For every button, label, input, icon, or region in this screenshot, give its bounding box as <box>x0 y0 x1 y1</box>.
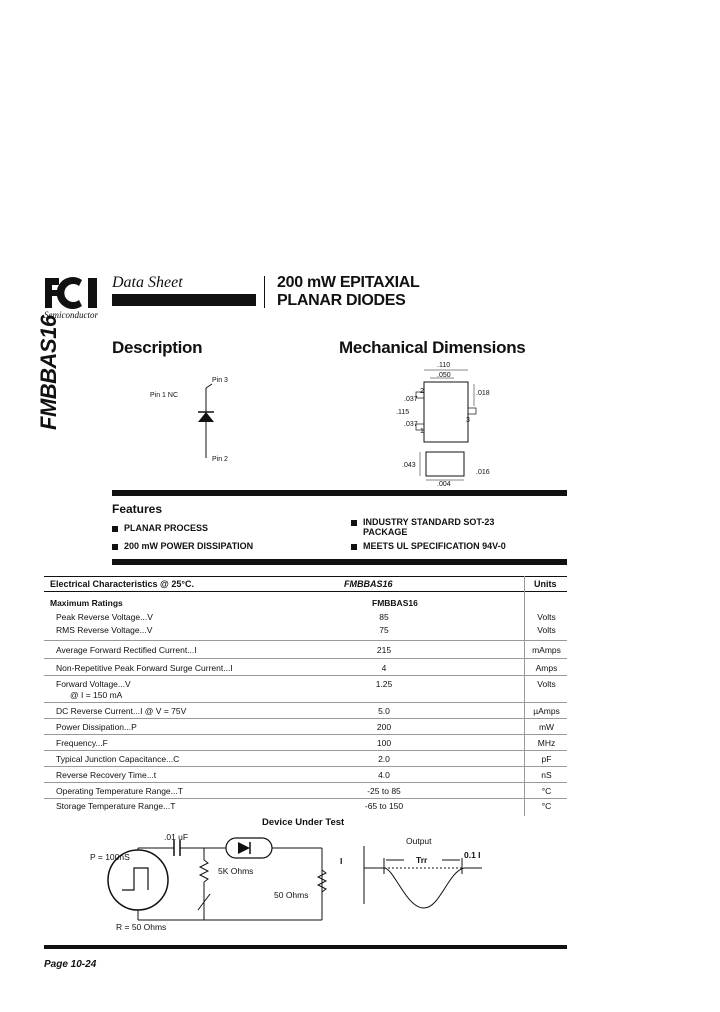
fci-logo <box>44 276 102 310</box>
bullet-icon <box>112 544 118 550</box>
resistor-5k-label: 5K Ohms <box>218 866 254 876</box>
output-label: Output <box>406 836 432 846</box>
electrical-table: Electrical Characteristics @ 25°C. FMBBAS16 Units Maximum Ratings FMBBAS16 Peak Reverse Voltage...V 85 Volts RMS Reverse Voltage...V 75 Volts Average Forward Rectified Current...I 215 mAmps Non-Repetitive Peak Forward Surge Current...I 4 Amps Forward Voltage...V 1.25 Volts @ I = 150 mA DC Reverse Current...I @ V = 75V 5.0 µAmps Power Dissipation...P 200 mW Frequency...F 100 MHz Typical Junction Capacitance...C 2.0 pF Reverse Recovery Time...t 4.0 nS Operating Temperature Range...T -25 to 85 °C Storage Temperature Range...T -65 to 150 °C <box>44 576 567 816</box>
pulse-width-label: P = 100nS <box>90 852 130 862</box>
dim-037a: .037 <box>404 396 418 403</box>
pin1-label: Pin 1 NC <box>150 392 179 399</box>
dim-004: .004 <box>437 481 451 488</box>
logo-subtitle: Semiconductor <box>44 310 98 320</box>
part-number-vertical: FMBBAS16 <box>36 315 61 430</box>
table-header-characteristics: Electrical Characteristics @ 25°C. <box>50 579 194 589</box>
dim-050: .050 <box>437 372 451 379</box>
feature-item: INDUSTRY STANDARD SOT-23 <box>351 517 494 527</box>
pin-2-num: 2 <box>420 388 424 395</box>
bullet-icon <box>351 520 357 526</box>
header-divider <box>264 276 265 308</box>
feature-item-cont: PACKAGE <box>363 527 408 537</box>
pin3-label: Pin 3 <box>212 377 228 384</box>
dim-110: .110 <box>437 362 451 369</box>
features-top-rule <box>112 490 567 496</box>
pin-1-num: 1 <box>420 428 424 435</box>
pin-3-num: 3 <box>466 417 470 424</box>
table-header-part: FMBBAS16 <box>344 579 393 589</box>
test-circuit-title: Device Under Test <box>262 817 345 828</box>
test-circuit-diagram <box>86 830 336 935</box>
feature-item: PLANAR PROCESS <box>112 523 208 533</box>
features-bottom-rule <box>112 559 567 565</box>
diode-schematic <box>150 370 260 475</box>
page-title: 200 mW EPITAXIAL PLANAR DIODES <box>277 274 420 309</box>
feature-item: 200 mW POWER DISSIPATION <box>112 541 253 551</box>
trr-label: Trr <box>416 855 428 865</box>
description-heading: Description <box>112 338 203 357</box>
dim-043: .043 <box>402 462 416 469</box>
if-label: I <box>340 856 343 866</box>
irr-label: 0.1 I <box>464 850 481 860</box>
features-heading: Features <box>112 502 163 516</box>
footer-rule <box>44 945 567 949</box>
dim-016: .016 <box>476 469 490 476</box>
doc-type: Data Sheet <box>112 274 183 291</box>
pin2-label: Pin 2 <box>212 456 228 463</box>
dim-018: .018 <box>476 390 490 397</box>
mechanical-heading: Mechanical Dimensions <box>339 338 526 357</box>
dim-037b: .037 <box>404 421 418 428</box>
header-bar <box>112 294 256 306</box>
resistor-50-label: 50 Ohms <box>274 890 309 900</box>
source-resistance-label: R = 50 Ohms <box>116 922 167 932</box>
table-header-units: Units <box>534 579 557 589</box>
maximum-ratings-part: FMBBAS16 <box>372 598 418 608</box>
page-number: Page 10-24 <box>44 959 97 970</box>
bullet-icon <box>351 544 357 550</box>
bullet-icon <box>112 526 118 532</box>
dim-115: .115 <box>396 409 410 416</box>
feature-item: MEETS UL SPECIFICATION 94V-0 <box>351 541 506 551</box>
capacitor-label: .01 uF <box>164 832 189 842</box>
maximum-ratings-label: Maximum Ratings <box>50 598 123 608</box>
